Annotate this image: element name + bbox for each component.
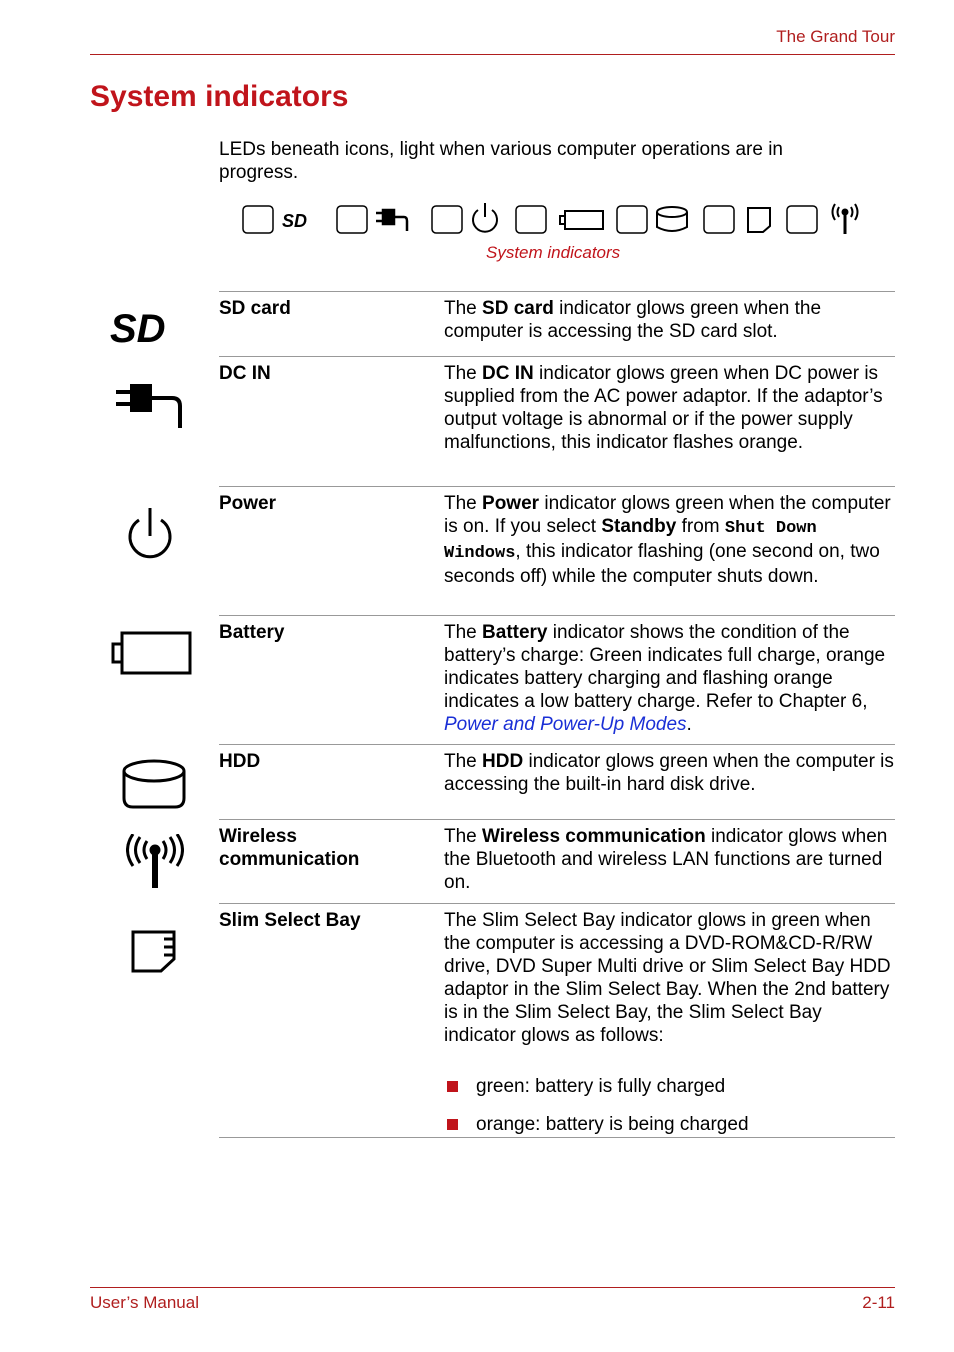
battery-icon <box>560 211 603 229</box>
bullet-square-icon <box>447 1119 458 1130</box>
term-dc-in: DC IN <box>219 363 271 384</box>
led-dc-in <box>337 206 367 233</box>
chapter-link[interactable]: Power and Power-Up Modes <box>444 714 687 735</box>
footer-manual: User’s Manual <box>90 1293 199 1312</box>
led-wireless <box>787 206 817 233</box>
row-divider <box>219 356 895 357</box>
desc-slim-select-bay: The Slim Select Bay indicator glows in green when the computer is accessing a DVD-ROM&CD-R/RW drive, DVD Super Multi drive or Slim Select Bay HDD adaptor in the Slim Select Bay. When the 2nd battery is in the Slim Select Bay, the Slim Select Bay indicator glows as follows: <box>444 910 891 1046</box>
power-icon <box>125 506 175 564</box>
dc-in-plug-icon <box>116 380 186 432</box>
header-rule <box>90 54 895 55</box>
bullet-list <box>444 1075 894 1151</box>
bullet-square-icon <box>447 1081 458 1092</box>
led-power <box>432 206 462 233</box>
term-slim-select-bay: Slim Select Bay <box>219 910 361 931</box>
slim-select-bay-icon <box>130 929 178 975</box>
intro-text: LEDs beneath icons, light when various computer operations are in progress. <box>219 139 783 183</box>
list-item: green: battery is fully charged <box>444 1075 894 1098</box>
led-slim-bay <box>704 206 734 233</box>
svg-text:SD: SD <box>110 307 166 348</box>
svg-text:SD: SD <box>282 211 308 231</box>
slim-select-bay-icon <box>748 208 770 232</box>
footer-rule <box>90 1287 895 1288</box>
row-divider <box>219 1137 895 1138</box>
list-item: orange: battery is being charged <box>444 1113 894 1136</box>
row-divider <box>219 903 895 904</box>
desc-dc-in: The DC IN indicator glows green when DC power is supplied from the AC power adaptor. If the adaptor’s output voltage is abnormal or if the power supply malfunctions, this indicator flashes orange. <box>444 363 883 453</box>
page-title: System indicators <box>90 80 349 113</box>
dc-in-plug-icon <box>376 210 407 231</box>
footer-page-number: 2-11 <box>862 1293 895 1312</box>
desc-battery: The Battery indicator shows the condition of the battery’s charge: Green indicates full charge, orange indicates battery charging and flashing orange indicates a low battery charge. Refer to Chapter 6, Power and Power-Up Modes. <box>444 622 886 735</box>
row-divider <box>219 819 895 820</box>
desc-hdd: The HDD indicator glows green when the computer is accessing the built-in hard disk drive. <box>444 751 894 795</box>
term-power: Power <box>219 493 277 514</box>
led-hdd <box>617 206 647 233</box>
term-battery: Battery <box>219 622 285 643</box>
figure-caption: System indicators <box>486 243 621 262</box>
wireless-icon <box>833 204 858 234</box>
desc-power: The Power indicator glows green when the computer is on. If you select Standby from Shut Down Windows, this indicator flashing (one second on, two seconds off) while the computer shuts down. <box>444 493 891 587</box>
power-icon <box>473 203 497 232</box>
hdd-icon <box>657 207 687 231</box>
sd-card-icon <box>108 306 188 348</box>
wireless-icon <box>126 834 184 890</box>
led-battery <box>516 206 546 233</box>
indicator-strip <box>242 200 862 238</box>
term-hdd: HDD <box>219 751 261 772</box>
desc-sd-card: The SD card indicator glows green when the computer is accessing the SD card slot. <box>444 298 822 342</box>
term-sd-card: SD card <box>219 298 291 319</box>
term-wireless: Wireless communication <box>219 826 360 870</box>
row-divider <box>219 615 895 616</box>
desc-wireless: The Wireless communication indicator glows when the Bluetooth and wireless LAN functions are turned on. <box>444 826 888 893</box>
hdd-icon <box>120 758 188 810</box>
led-sd <box>243 206 273 233</box>
sd-card-icon <box>282 211 307 231</box>
header-title: The Grand Tour <box>776 27 895 46</box>
row-divider <box>219 744 895 745</box>
battery-icon <box>110 630 194 676</box>
row-divider <box>219 486 895 487</box>
row-divider <box>219 291 895 292</box>
